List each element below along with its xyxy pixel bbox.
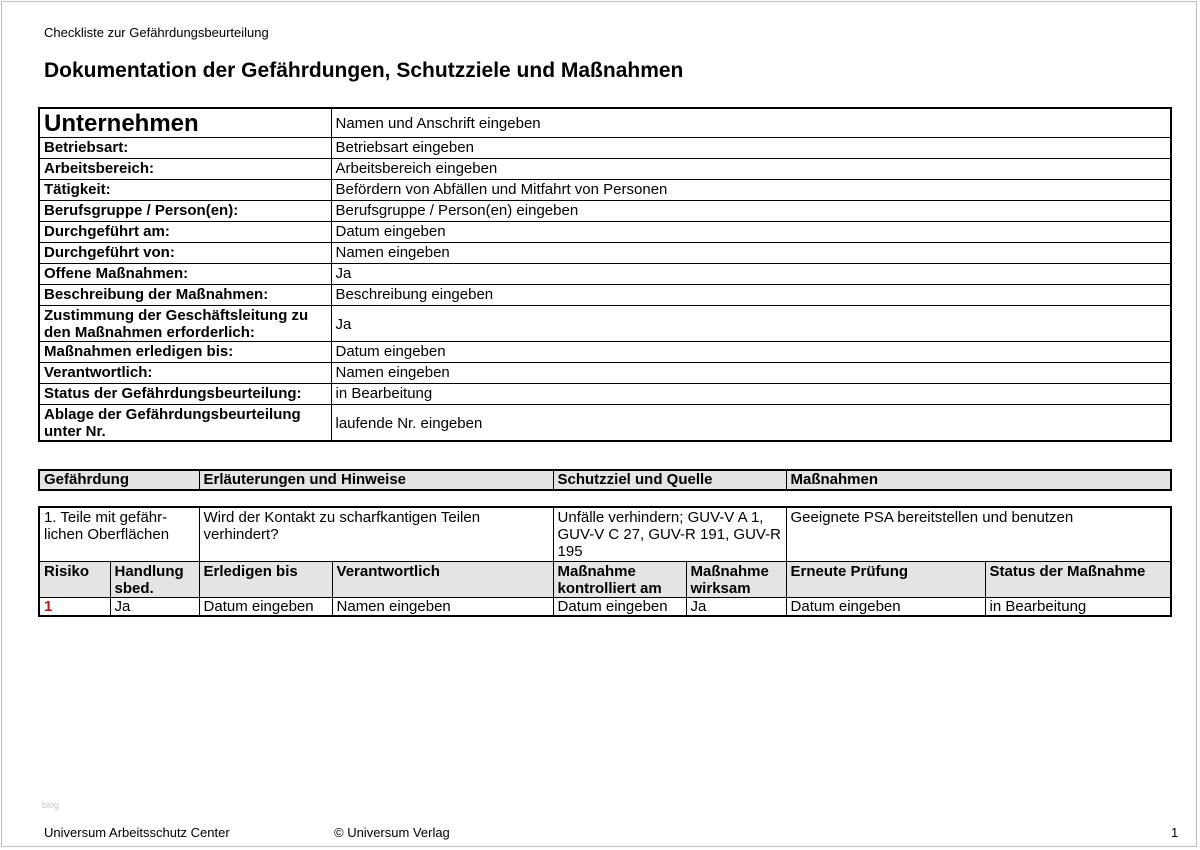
info-row: [39, 180, 1171, 201]
hazard-hinweise: Wird der Kontakt zu scharfkantigen Teilen verhindert?: [199, 507, 553, 562]
erledigen-value[interactable]: Datum eingeben: [199, 598, 332, 617]
col-pruefung: Erneute Prüfung: [786, 562, 985, 598]
info-row: [39, 222, 1171, 243]
info-value[interactable]: Datum eingeben: [331, 342, 1171, 363]
info-value[interactable]: Ja: [331, 306, 1171, 342]
info-value[interactable]: laufende Nr. eingeben: [331, 405, 1171, 442]
col-erlaeuterungen: Erläuterungen und Hinweise: [199, 470, 553, 490]
hazard-schutzziel: Unfälle verhindern; GUV-V A 1, GUV-V C 27, GUV-R 191, GUV-R 195: [553, 507, 786, 562]
hazard-row: [39, 507, 1171, 562]
info-label: Offene Maßnahmen:: [39, 264, 331, 285]
hazard-table: [38, 506, 1172, 617]
info-row: [39, 159, 1171, 180]
info-value[interactable]: Namen und Anschrift eingeben: [331, 108, 1171, 138]
document-subtitle: Checkliste zur Gefährdungsbeurteilung: [44, 25, 269, 40]
info-label: Zustimmung der Geschäftsleitung zu den Maßnahmen erforderlich:: [39, 306, 331, 342]
info-row: [39, 264, 1171, 285]
info-label: Beschreibung der Maßnahmen:: [39, 285, 331, 306]
info-value[interactable]: Befördern von Abfällen und Mitfahrt von Personen: [331, 180, 1171, 201]
status-value[interactable]: in Bearbeitung: [985, 598, 1171, 617]
info-value[interactable]: Beschreibung eingeben: [331, 285, 1171, 306]
col-erledigen: Erledigen bis: [199, 562, 332, 598]
info-value[interactable]: Namen eingeben: [331, 243, 1171, 264]
info-value[interactable]: Berufsgruppe / Person(en) eingeben: [331, 201, 1171, 222]
info-value[interactable]: Betriebsart eingeben: [331, 138, 1171, 159]
info-value[interactable]: Datum eingeben: [331, 222, 1171, 243]
col-gefaehrdung: Gefährdung: [39, 470, 199, 490]
footer-page-number: 1: [1171, 825, 1179, 840]
watermark: blog: [42, 800, 60, 810]
info-label: Durchgeführt am:: [39, 222, 331, 243]
info-value[interactable]: Ja: [331, 264, 1171, 285]
wirksam-value[interactable]: Ja: [686, 598, 786, 617]
measure-header-row: [39, 562, 1171, 598]
col-handlung: Handlung sbed.: [110, 562, 199, 598]
info-label: Unternehmen: [39, 108, 331, 138]
hazard-massnahme[interactable]: Geeignete PSA bereitstellen und benutzen: [786, 507, 1171, 562]
info-label: Betriebsart:: [39, 138, 331, 159]
col-massnahmen: Maßnahmen: [786, 470, 1171, 490]
info-value[interactable]: Arbeitsbereich eingeben: [331, 159, 1171, 180]
info-row: [39, 138, 1171, 159]
col-status: Status der Maßnahme: [985, 562, 1171, 598]
footer-left: Universum Arbeitsschutz Center: [44, 825, 230, 840]
info-row: [39, 285, 1171, 306]
info-row: [39, 342, 1171, 363]
col-verantwortlich: Verantwortlich: [332, 562, 553, 598]
risk-value[interactable]: 1: [39, 598, 110, 617]
info-value[interactable]: in Bearbeitung: [331, 384, 1171, 405]
info-label: Maßnahmen erledigen bis:: [39, 342, 331, 363]
info-label: Arbeitsbereich:: [39, 159, 331, 180]
hazard-gefaehrdung: 1. Teile mit gefähr-lichen Oberflächen: [39, 507, 199, 562]
info-row: [39, 201, 1171, 222]
verantwortlich-value[interactable]: Namen eingeben: [332, 598, 553, 617]
info-label: Status der Gefährdungsbeurteilung:: [39, 384, 331, 405]
info-row: [39, 384, 1171, 405]
info-label: Verantwortlich:: [39, 363, 331, 384]
col-wirksam: Maßnahme wirksam: [686, 562, 786, 598]
info-value[interactable]: Namen eingeben: [331, 363, 1171, 384]
company-info-table: [38, 107, 1172, 442]
col-kontrolliert: Maßnahme kontrolliert am: [553, 562, 686, 598]
info-label: Ablage der Gefährdungsbeurteilung unter Nr.: [39, 405, 331, 442]
measure-row: [39, 598, 1171, 617]
info-row-company: [39, 108, 1171, 138]
info-label: Berufsgruppe / Person(en):: [39, 201, 331, 222]
info-row: [39, 243, 1171, 264]
pruefung-value[interactable]: Datum eingeben: [786, 598, 985, 617]
hazard-column-header: [38, 469, 1172, 491]
col-schutzziel: Schutzziel und Quelle: [553, 470, 786, 490]
info-row: [39, 306, 1171, 342]
kontrolliert-value[interactable]: Datum eingeben: [553, 598, 686, 617]
info-row: [39, 363, 1171, 384]
info-row: [39, 405, 1171, 442]
footer-center: © Universum Verlag: [334, 825, 450, 840]
handlung-value[interactable]: Ja: [110, 598, 199, 617]
document-page: [1, 1, 1197, 847]
col-risiko: Risiko: [39, 562, 110, 598]
info-label: Tätigkeit:: [39, 180, 331, 201]
document-title: Dokumentation der Gefährdungen, Schutzziele und Maßnahmen: [44, 59, 684, 82]
info-label: Durchgeführt von:: [39, 243, 331, 264]
